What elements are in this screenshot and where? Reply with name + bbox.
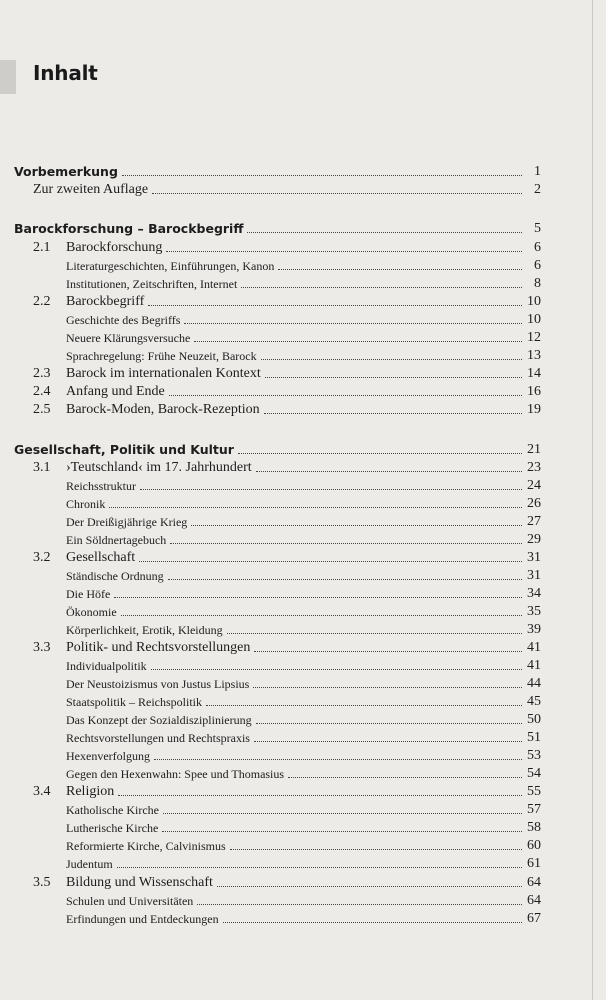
toc-entry	[0, 892, 606, 910]
dot-leader	[230, 849, 522, 850]
toc-entry-label: Bildung und Wissenschaft	[66, 875, 213, 890]
toc-entry	[0, 910, 606, 928]
toc-entry	[0, 603, 606, 621]
toc-entry	[0, 239, 606, 257]
dot-leader	[140, 489, 522, 490]
toc-entry-page-number: 10	[527, 312, 541, 327]
dot-leader	[254, 651, 522, 652]
toc-entry-page-number: 41	[527, 640, 541, 655]
dot-leader	[261, 359, 522, 360]
dot-leader	[264, 413, 522, 414]
toc-entry	[0, 765, 606, 783]
dot-leader	[121, 615, 522, 616]
toc-entry	[0, 163, 606, 181]
dot-leader	[148, 305, 522, 306]
dot-leader	[114, 597, 522, 598]
dot-leader	[254, 741, 522, 742]
toc-entry-page-number: 19	[527, 402, 541, 417]
toc-entry-label: Sprachregelung: Frühe Neuzeit, Barock	[66, 349, 257, 363]
toc-entry-number: 3.5	[33, 875, 51, 890]
toc-entry	[0, 220, 606, 238]
toc-entry-label: Individualpolitik	[66, 659, 147, 673]
toc-entry-page-number: 35	[527, 604, 541, 619]
toc-entry	[0, 747, 606, 765]
toc-entry-page-number: 67	[527, 911, 541, 926]
dot-leader	[166, 251, 522, 252]
toc-entry-number	[0, 220, 1, 238]
toc-entry-label: Hexenverfolgung	[66, 749, 150, 763]
title-tab-marker	[0, 60, 16, 94]
toc-entry	[0, 729, 606, 747]
toc-entry-label: Katholische Kirche	[66, 803, 159, 817]
toc-entry-label: Staatspolitik – Reichspolitik	[66, 695, 202, 709]
dot-leader	[288, 777, 522, 778]
toc-entry-page-number: 6	[534, 240, 541, 255]
toc-entry-page-number: 14	[527, 366, 541, 381]
toc-entry-label: Barockforschung	[66, 240, 163, 255]
dot-leader	[169, 395, 522, 396]
toc-entry	[0, 293, 606, 311]
toc-entry-label: Die Höfe	[66, 587, 111, 601]
dot-leader	[253, 687, 522, 688]
toc-entry-number: 3.1	[33, 460, 51, 475]
toc-entry-label: Ständische Ordnung	[66, 569, 164, 583]
toc-entry-number: 2.1	[33, 240, 51, 255]
toc-entry-page-number: 12	[527, 330, 541, 345]
toc-entry-label: Körperlichkeit, Erotik, Kleidung	[66, 623, 223, 637]
toc-entry-page-number: 53	[527, 748, 541, 763]
toc-entry	[0, 855, 606, 873]
toc-entry	[0, 874, 606, 892]
toc-entry-page-number: 58	[527, 820, 541, 835]
toc-entry-label: Vorbemerkung	[14, 164, 118, 179]
toc-entry-number: 2.2	[33, 294, 51, 309]
toc-entry	[0, 801, 606, 819]
toc-entry	[0, 531, 606, 549]
toc-entry-page-number: 44	[527, 676, 541, 691]
toc-entry-label: Lutherische Kirche	[66, 821, 159, 835]
toc-entry-page-number: 64	[527, 875, 541, 890]
toc-entry-page-number: 24	[527, 478, 541, 493]
toc-entry-label: Barock-Moden, Barock-Rezeption	[66, 402, 260, 417]
toc-entry-page-number: 41	[527, 658, 541, 673]
toc-entry-label: Gegen den Hexenwahn: Spee und Thomasius	[66, 767, 285, 781]
toc-entry	[0, 675, 606, 693]
toc-entry-page-number: 55	[527, 784, 541, 799]
toc-entry-label: Institutionen, Zeitschriften, Internet	[66, 277, 238, 291]
toc-entry	[0, 383, 606, 401]
toc-entry	[0, 711, 606, 729]
toc-entry-page-number: 8	[534, 276, 541, 291]
toc-entry	[0, 459, 606, 477]
toc-entry-page-number: 10	[527, 294, 541, 309]
toc-entry-label: Anfang und Ende	[66, 384, 165, 399]
dot-leader	[197, 904, 522, 905]
toc-entry-label: Rechtsvorstellungen und Rechtspraxis	[66, 731, 250, 745]
dot-leader	[206, 705, 522, 706]
dot-leader	[191, 525, 522, 526]
dot-leader	[247, 232, 522, 233]
toc-entry-page-number: 27	[527, 514, 541, 529]
toc-entry-label: Schulen und Universitäten	[66, 894, 194, 908]
toc-entry-number: 3.2	[33, 550, 51, 565]
toc-entry-label: Literaturgeschichten, Einführungen, Kanon	[66, 259, 275, 273]
toc-entry-label: Reichsstruktur	[66, 479, 136, 493]
dot-leader	[217, 886, 522, 887]
page-title: Inhalt	[33, 61, 98, 85]
dot-leader	[238, 453, 522, 454]
toc-entry	[0, 365, 606, 383]
toc-entry-page-number: 54	[527, 766, 541, 781]
toc-entry-label: Religion	[66, 784, 115, 799]
toc-entry	[0, 567, 606, 585]
dot-leader	[152, 193, 522, 194]
toc-entry	[0, 657, 606, 675]
toc-entry-number: 2.3	[33, 366, 51, 381]
dot-leader	[278, 269, 522, 270]
toc-entry-page-number: 16	[527, 384, 541, 399]
dot-leader	[118, 795, 522, 796]
toc-entry	[0, 257, 606, 275]
dot-leader	[223, 922, 522, 923]
toc-entry-label: Das Konzept der Sozialdisziplinierung	[66, 713, 252, 727]
dot-leader	[163, 813, 522, 814]
toc-entry-page-number: 50	[527, 712, 541, 727]
toc-entry-label: Erfindungen und Entdeckungen	[66, 912, 219, 926]
toc-entry-page-number: 1	[534, 164, 541, 179]
toc-entry	[0, 275, 606, 293]
toc-entry	[0, 477, 606, 495]
toc-entry-label: Gesellschaft, Politik und Kultur	[14, 442, 234, 457]
toc-entry-page-number: 2	[534, 182, 541, 197]
toc-entry-number: 3.4	[33, 784, 51, 799]
toc-entry-label: Zur zweiten Auflage	[33, 182, 149, 197]
toc-entry-page-number: 64	[527, 893, 541, 908]
toc-entry-page-number: 60	[527, 838, 541, 853]
toc-entry-page-number: 34	[527, 586, 541, 601]
toc-entry-page-number: 45	[527, 694, 541, 709]
toc-entry-page-number: 5	[534, 221, 541, 236]
toc-entry-label: Der Dreißigjährige Krieg	[66, 515, 188, 529]
toc-entry-page-number: 51	[527, 730, 541, 745]
toc-entry	[0, 585, 606, 603]
toc-entry-label: Geschichte des Begriffs	[66, 313, 181, 327]
dot-leader	[256, 471, 522, 472]
toc-entry-label: Politik- und Rechtsvorstellungen	[66, 640, 251, 655]
toc-entry	[0, 837, 606, 855]
dot-leader	[227, 633, 522, 634]
dot-leader	[170, 543, 522, 544]
toc-entry-label: Ein Söldnertagebuch	[66, 533, 167, 547]
toc-entry-label: Chronik	[66, 497, 106, 511]
toc-entry-label: Judentum	[66, 857, 113, 871]
dot-leader	[184, 323, 522, 324]
dot-leader	[151, 669, 522, 670]
dot-leader	[122, 175, 522, 176]
dot-leader	[139, 561, 522, 562]
toc-entry-number: 3.3	[33, 640, 51, 655]
toc-entry-label: Barockbegriff	[66, 294, 145, 309]
toc-entry-number	[0, 441, 1, 459]
toc-entry-page-number: 31	[527, 550, 541, 565]
toc-entry	[0, 181, 606, 199]
dot-leader	[117, 867, 522, 868]
toc-entry-page-number: 29	[527, 532, 541, 547]
toc-entry-label: Der Neustoizismus von Justus Lipsius	[66, 677, 250, 691]
toc-entry-page-number: 57	[527, 802, 541, 817]
dot-leader	[168, 579, 522, 580]
toc-entry-label: Gesellschaft	[66, 550, 136, 565]
dot-leader	[162, 831, 522, 832]
toc-entry-page-number: 6	[534, 258, 541, 273]
toc-entry-number: 2.5	[33, 402, 51, 417]
toc-entry	[0, 347, 606, 365]
dot-leader	[265, 377, 522, 378]
toc-entry-label: Reformierte Kirche, Calvinismus	[66, 839, 226, 853]
toc-entry	[0, 621, 606, 639]
toc-entry	[0, 513, 606, 531]
toc-entry	[0, 441, 606, 459]
toc-entry	[0, 783, 606, 801]
toc-entry	[0, 639, 606, 657]
dot-leader	[154, 759, 522, 760]
toc-entry-page-number: 31	[527, 568, 541, 583]
toc-entry-page-number: 21	[527, 442, 541, 457]
toc-entry-number: 2.4	[33, 384, 51, 399]
toc-entry	[0, 819, 606, 837]
toc-entry	[0, 495, 606, 513]
toc-entry	[0, 329, 606, 347]
toc-entry-page-number: 61	[527, 856, 541, 871]
toc-entry-page-number: 13	[527, 348, 541, 363]
toc-entry-label: Barockforschung – Barockbegriff	[14, 221, 244, 236]
toc-entry-label: ›Teutschland‹ im 17. Jahrhundert	[66, 460, 252, 475]
toc-entry-number	[0, 163, 1, 181]
dot-leader	[256, 723, 522, 724]
toc-entry-label: Barock im internationalen Kontext	[66, 366, 261, 381]
toc-entry	[0, 693, 606, 711]
toc-entry	[0, 549, 606, 567]
toc-entry-page-number: 39	[527, 622, 541, 637]
toc-entry	[0, 311, 606, 329]
dot-leader	[241, 287, 522, 288]
dot-leader	[109, 507, 522, 508]
dot-leader	[194, 341, 522, 342]
toc-entry-page-number: 23	[527, 460, 541, 475]
toc-entry-label: Ökonomie	[66, 605, 117, 619]
toc-entry-label: Neuere Klärungsversuche	[66, 331, 191, 345]
toc-entry-page-number: 26	[527, 496, 541, 511]
toc-entry	[0, 401, 606, 419]
